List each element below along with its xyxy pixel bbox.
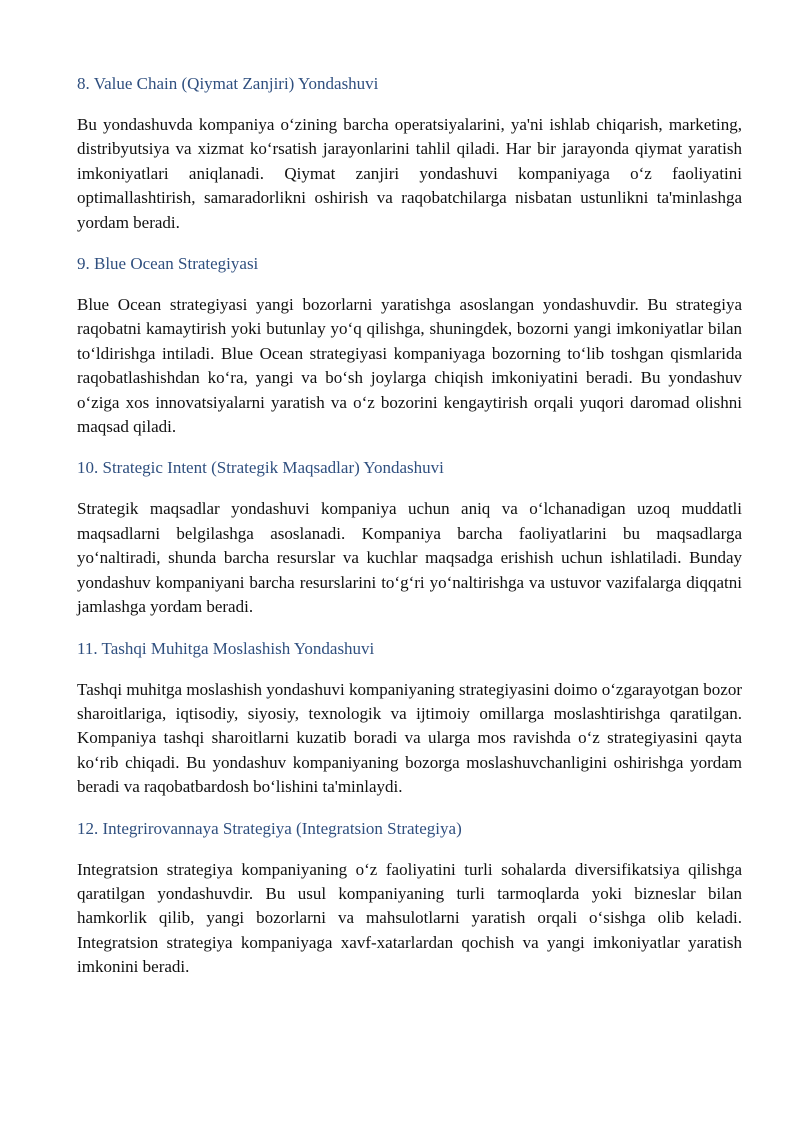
- section-heading: 8. Value Chain (Qiymat Zanjiri) Yondashuvi: [77, 74, 379, 93]
- section-paragraph: Integratsion strategiya kompaniyaning o‘z faoliyatini turli sohalarda diversifikatsiya qilishga qaratilgan yondashuvdir. Bu usul kompaniyaning turli tarmoqlarda yoki bizneslar bilan hamkorlik qilib, yangi bozorlarni va mahsulotlarni yaratish orqali o‘sishga olib keladi. Integratsion strategiya kompaniyaga xavf-xatarlardan qochish va yangi imkoniyatlar yaratish imkonini beradi.: [77, 859, 742, 977]
- section-strategic-intent: [77, 456, 742, 619]
- section-paragraph: Bu yondashuvda kompaniya o‘zining barcha operatsiyalarini, ya'ni ishlab chiqarish, marketing, distribyutsiya va xizmat ko‘rsatish jarayonlarini tahlil qiladi. Har bir jarayonda qiymat yaratish imkoniyatlari aniqlanadi. Qiymat zanjiri yondashuvi kompaniyaga o‘z faoliyatini optimallashtirish, samaradorlikni oshirish va raqobatchilarga nisbatan ustunlikni ta'minlashga yordam beradi.: [77, 115, 742, 232]
- section-heading: 10. Strategic Intent (Strategik Maqsadlar) Yondashuvi: [77, 458, 444, 478]
- section-integration-strategy: [77, 817, 742, 980]
- section-paragraph: Blue Ocean strategiyasi yangi bozorlarni yaratishga asoslangan yondashuvdir. Bu strategiya raqobatni kamaytirish yoki butunlay yo‘q qilishga, shuningdek, bozorni yangi imkoniyatlar bilan to‘ldirishga intiladi. Blue Ocean strategiyasi kompaniyaga bozorning to‘lib toshgan qismlarida raqobatlashishdan ko‘ra, yangi va bo‘sh joylarga chiqish imkoniyatini beradi. Bu yondashuv o‘ziga xos innovatsiyalarni yaratish va o‘z bozorini kengaytirish orqali yuqori daromad olishni maqsad qiladi.: [77, 295, 742, 437]
- section-heading: 12. Integrirovannaya Strategiya (Integratsion Strategiya): [77, 818, 462, 838]
- document-page: [77, 72, 742, 997]
- section-value-chain: [77, 72, 742, 235]
- section-external-adaptation: [77, 637, 742, 800]
- section-heading: 9. Blue Ocean Strategiyasi: [77, 254, 259, 274]
- section-blue-ocean: [77, 252, 742, 439]
- section-paragraph: Tashqi muhitga moslashish yondashuvi kompaniyaning strategiyasini doimo o‘zgarayotgan bozor sharoitlariga, iqtisodiy, siyosiy, texnologik va ijtimoiy omillarga moslashtirishga qaratilgan. Kompaniya tashqi sharoitlarni kuzatib boradi va ularga mos ravishda o‘z strategiyasini qayta ko‘rib chiqadi. Bu yondashuv kompaniyaning bozorga moslashuvchanligini oshirishga yordam beradi va raqobatbardosh bo‘lishini ta'minlaydi.: [77, 679, 742, 797]
- section-heading: 11. Tashqi Muhitga Moslashish Yondashuvi: [77, 638, 375, 658]
- section-paragraph: Strategik maqsadlar yondashuvi kompaniya uchun aniq va o‘lchanadigan uzoq muddatli maqsadlarni belgilashga asoslanadi. Kompaniya barcha faoliyatlarini bu maqsadlarga yo‘naltiradi, shunda barcha resurslar va kuchlar maqsadga erishish uchun ishlatiladi. Bunday yondashuv kompaniyani barcha resurslarini to‘g‘ri yo‘naltirishga va ustuvor vazifalarga diqqatni jamlashga yordam beradi.: [77, 499, 742, 617]
